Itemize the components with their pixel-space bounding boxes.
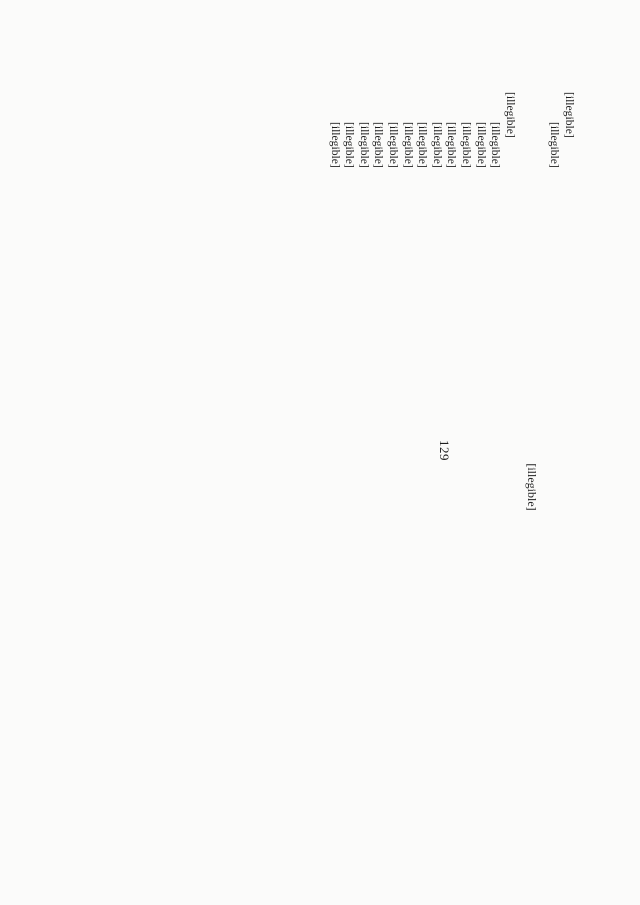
document-body [327, 92, 576, 882]
paragraph-4: [illegible] [489, 122, 503, 168]
paragraph-13: [illegible] [357, 122, 371, 168]
paragraph-8: [illegible] [430, 122, 444, 168]
page-number: 129 [437, 440, 452, 461]
paragraph-3: [illegible] [503, 92, 517, 138]
paragraph-2: [illegible] [548, 122, 562, 168]
paragraph-14: [illegible] [343, 122, 357, 168]
paragraph-7: [illegible] [445, 122, 459, 168]
paragraph-15: [illegible] [328, 122, 342, 168]
paragraph-5: [illegible] [474, 122, 488, 168]
paragraph-12: [illegible] [372, 122, 386, 168]
paragraph-9: [illegible] [416, 122, 430, 168]
formula-text: [illegible] [525, 463, 540, 511]
paragraph-1: [illegible] [563, 92, 576, 138]
paragraph-6: [illegible] [460, 122, 474, 168]
paragraph-11: [illegible] [387, 122, 401, 168]
formula [517, 92, 547, 882]
paragraph-10: [illegible] [401, 122, 415, 168]
